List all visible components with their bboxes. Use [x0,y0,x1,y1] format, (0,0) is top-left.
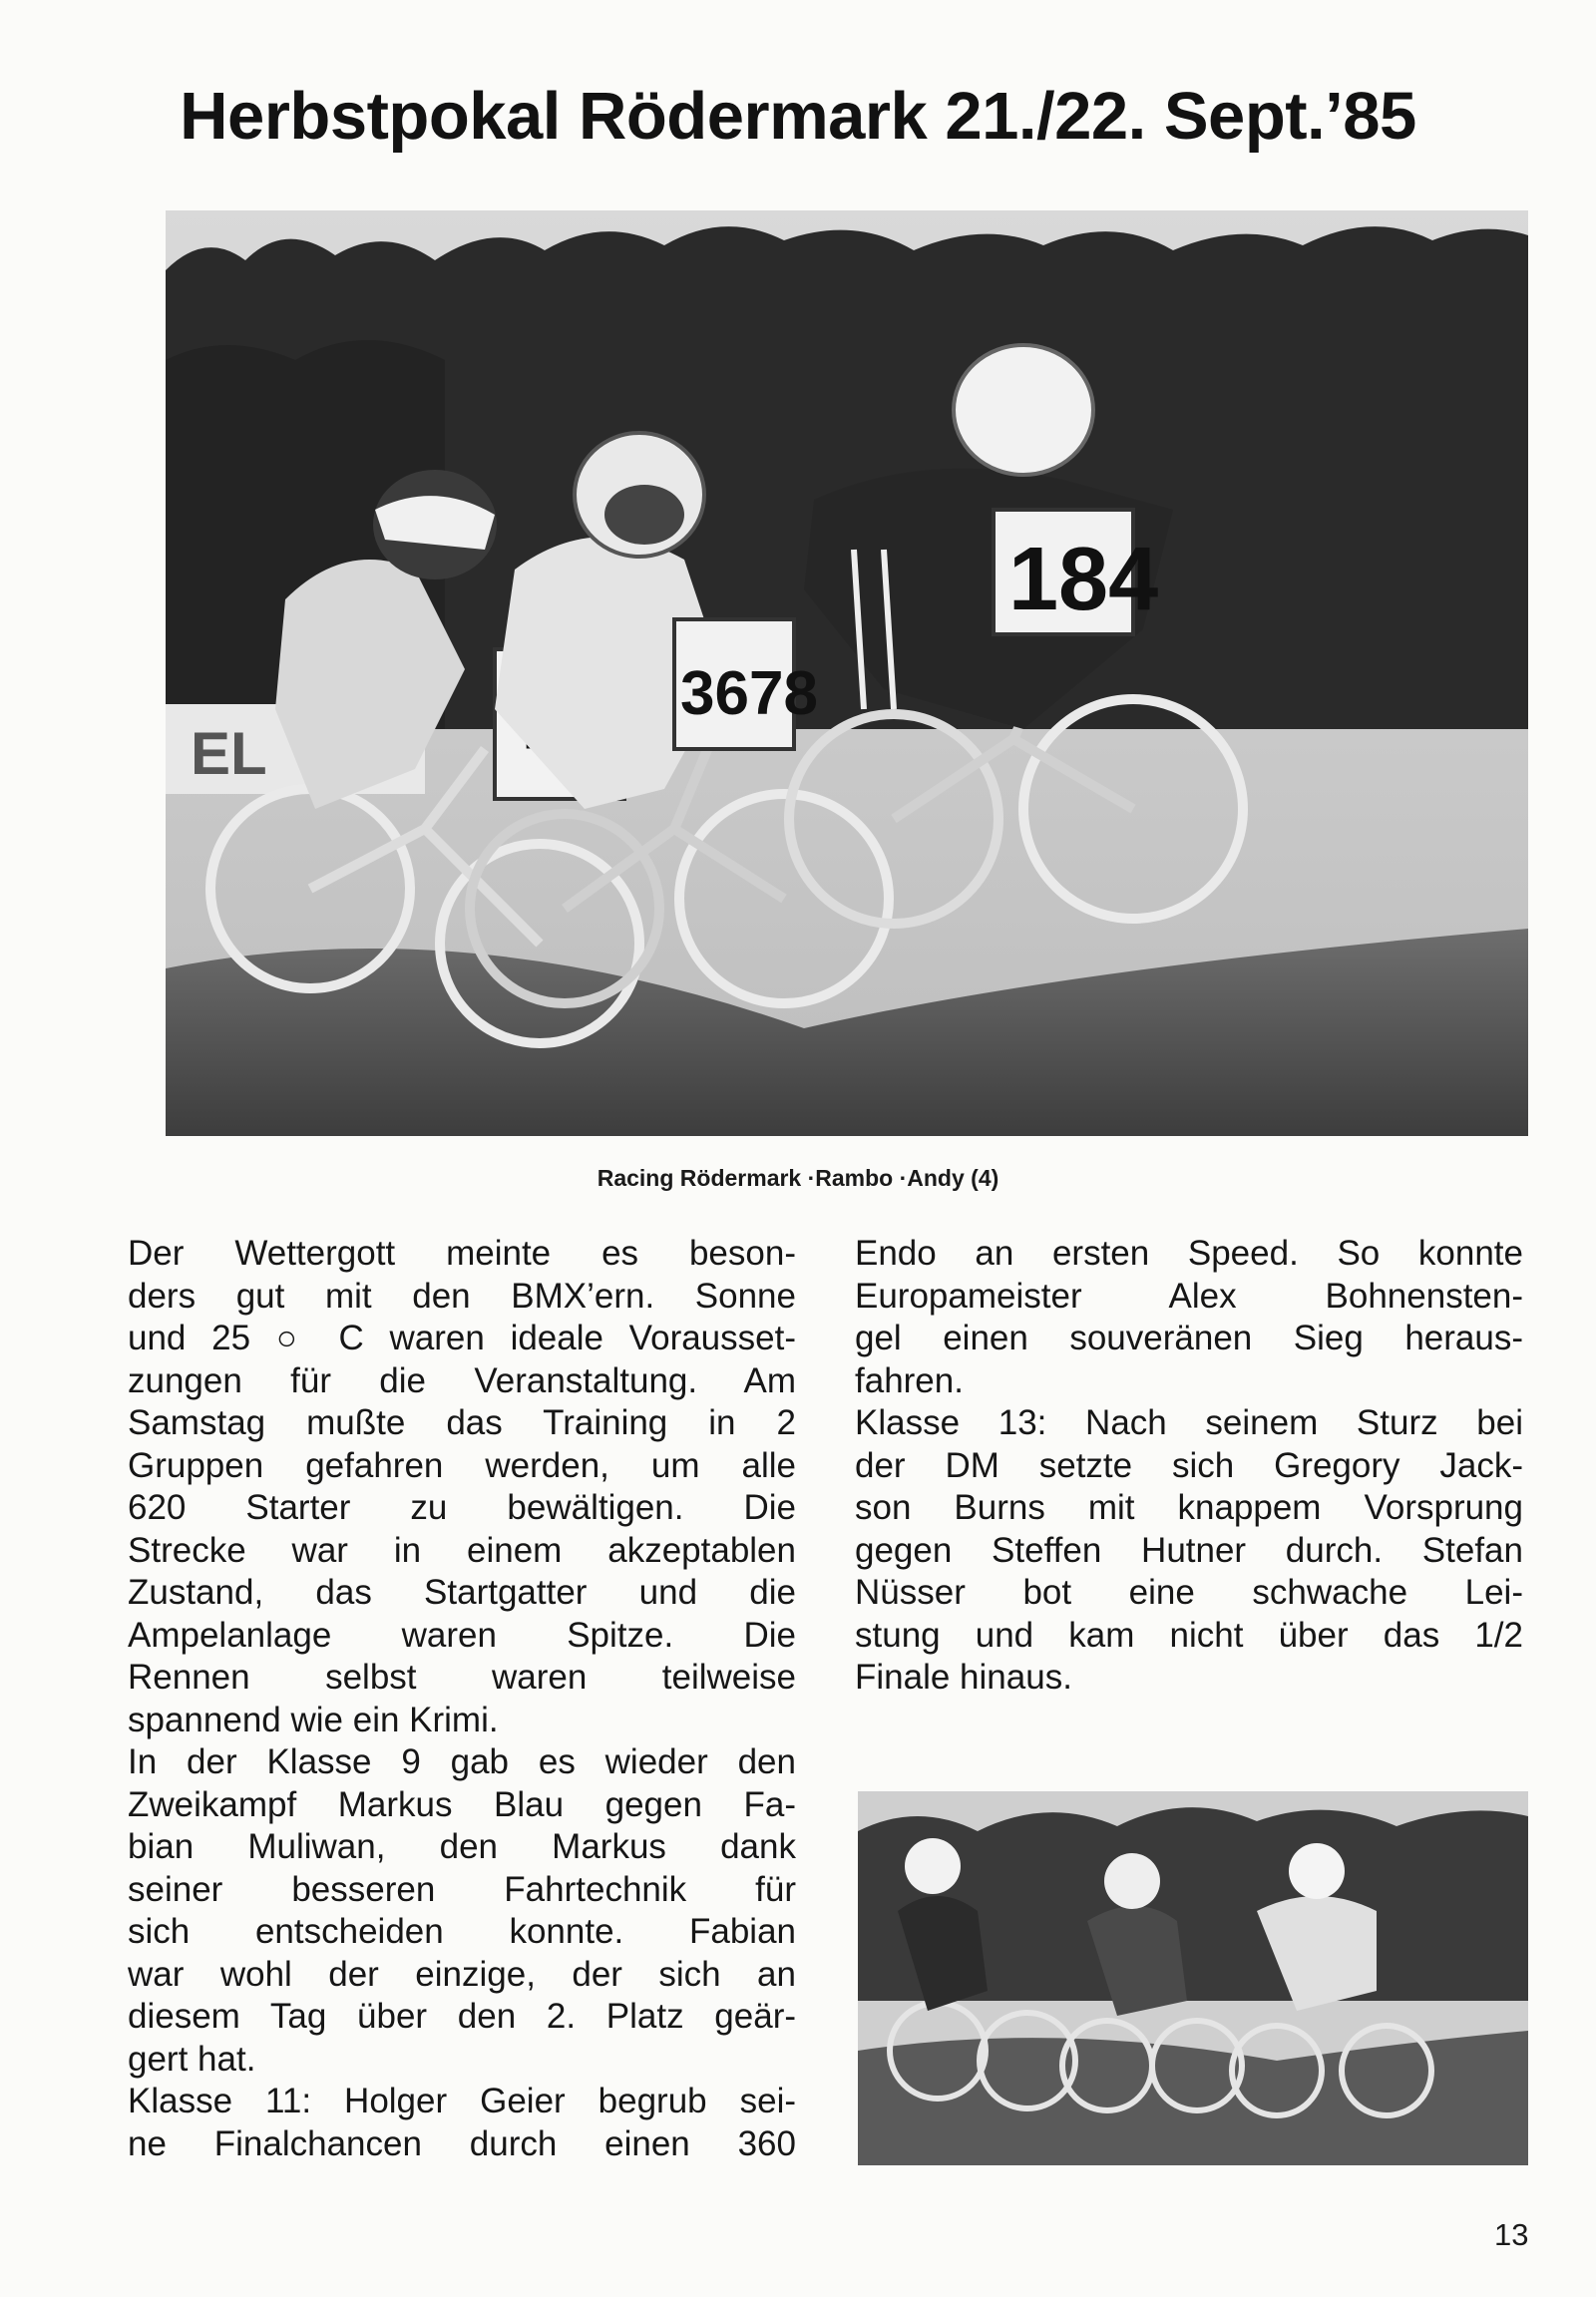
photo-caption: Racing Rödermark ·Rambo ·Andy (4) [597,1165,999,1191]
paragraph-intro [128,1233,796,1741]
text-line: bian Muliwan, den Markus dank [128,1827,796,1866]
bmx-race-scene-illustration [858,1791,1528,2165]
main-race-photo [166,210,1528,1136]
text-line: diesem Tag über den 2. Platz geär- [128,1997,796,2036]
text-line: Klasse 11: Holger Geier begrub sei- [128,2082,796,2120]
text-line: sich entscheiden konnte. Fabian [128,1912,796,1951]
paragraph-klasse-11 [128,2081,796,2165]
text-line: seiner besseren Fahrtechnik für [128,1869,796,1909]
text-line: son Burns mit knappem Vorsprung [855,1488,1523,1527]
text-line: ders gut mit den BMX’ern. Sonne [128,1276,796,1316]
paragraph-klasse-9 [128,1741,796,2081]
text-line: und 25 ○ C waren ideale Vorausset- [128,1319,796,1357]
text-line: fahren. [855,1360,964,1400]
paragraph-klasse-13 [855,1402,1523,1700]
text-line: Europameister Alex Bohnensten- [855,1276,1523,1316]
text-line: stung und kam nicht über das 1/2 [855,1615,1523,1655]
race-number-3678: 3678 [680,659,818,728]
text-line: Endo an ersten Speed. So konnte [855,1234,1523,1273]
text-line: gert hat. [128,2039,256,2079]
page-title: Herbstpokal Rödermark 21./22. Sept.’85 [180,79,1416,154]
article-right-column [855,1233,1523,1700]
text-line: In der Klasse 9 gab es wieder den [128,1742,796,1781]
text-line: Ampelanlage waren Spitze. Die [128,1615,796,1655]
race-number-184: 184 [1008,530,1159,629]
text-line: Rennen selbst waren teilweise [128,1658,796,1697]
text-line: war wohl der einzige, der sich an [128,1954,796,1994]
bmx-riders-illustration [166,210,1528,1136]
banner-text: EL [191,720,267,787]
text-line: Zustand, das Startgatter und die [128,1573,796,1612]
article-left-column [128,1233,796,2165]
text-line: Nüsser bot eine schwache Lei- [855,1573,1523,1612]
text-line: Gruppen gefahren werden, um alle [128,1445,796,1485]
text-line: Zweikampf Markus Blau gegen Fa- [128,1784,796,1824]
text-line: spannend wie ein Krimi. [128,1700,499,1739]
text-line: der DM setzte sich Gregory Jack- [855,1445,1523,1485]
paragraph-continuation [855,1233,1523,1402]
text-line: zungen für die Veranstaltung. Am [128,1360,796,1400]
text-line: Samstag mußte das Training in 2 [128,1403,796,1442]
text-line: Strecke war in einem akzeptablen [128,1530,796,1570]
text-line: 620 Starter zu bewältigen. Die [128,1488,796,1527]
text-line: Finale hinaus. [855,1658,1072,1697]
page-number: 13 [1494,2217,1529,2252]
text-line: Der Wettergott meinte es beson- [128,1234,796,1273]
text-line: ne Finalchancen durch einen 360 [128,2123,796,2163]
secondary-race-photo [858,1791,1528,2165]
text-line: Klasse 13: Nach seinem Sturz bei [855,1403,1523,1442]
text-line: gegen Steffen Hutner durch. Stefan [855,1530,1523,1570]
text-line: gel einen souveränen Sieg heraus- [855,1319,1523,1357]
